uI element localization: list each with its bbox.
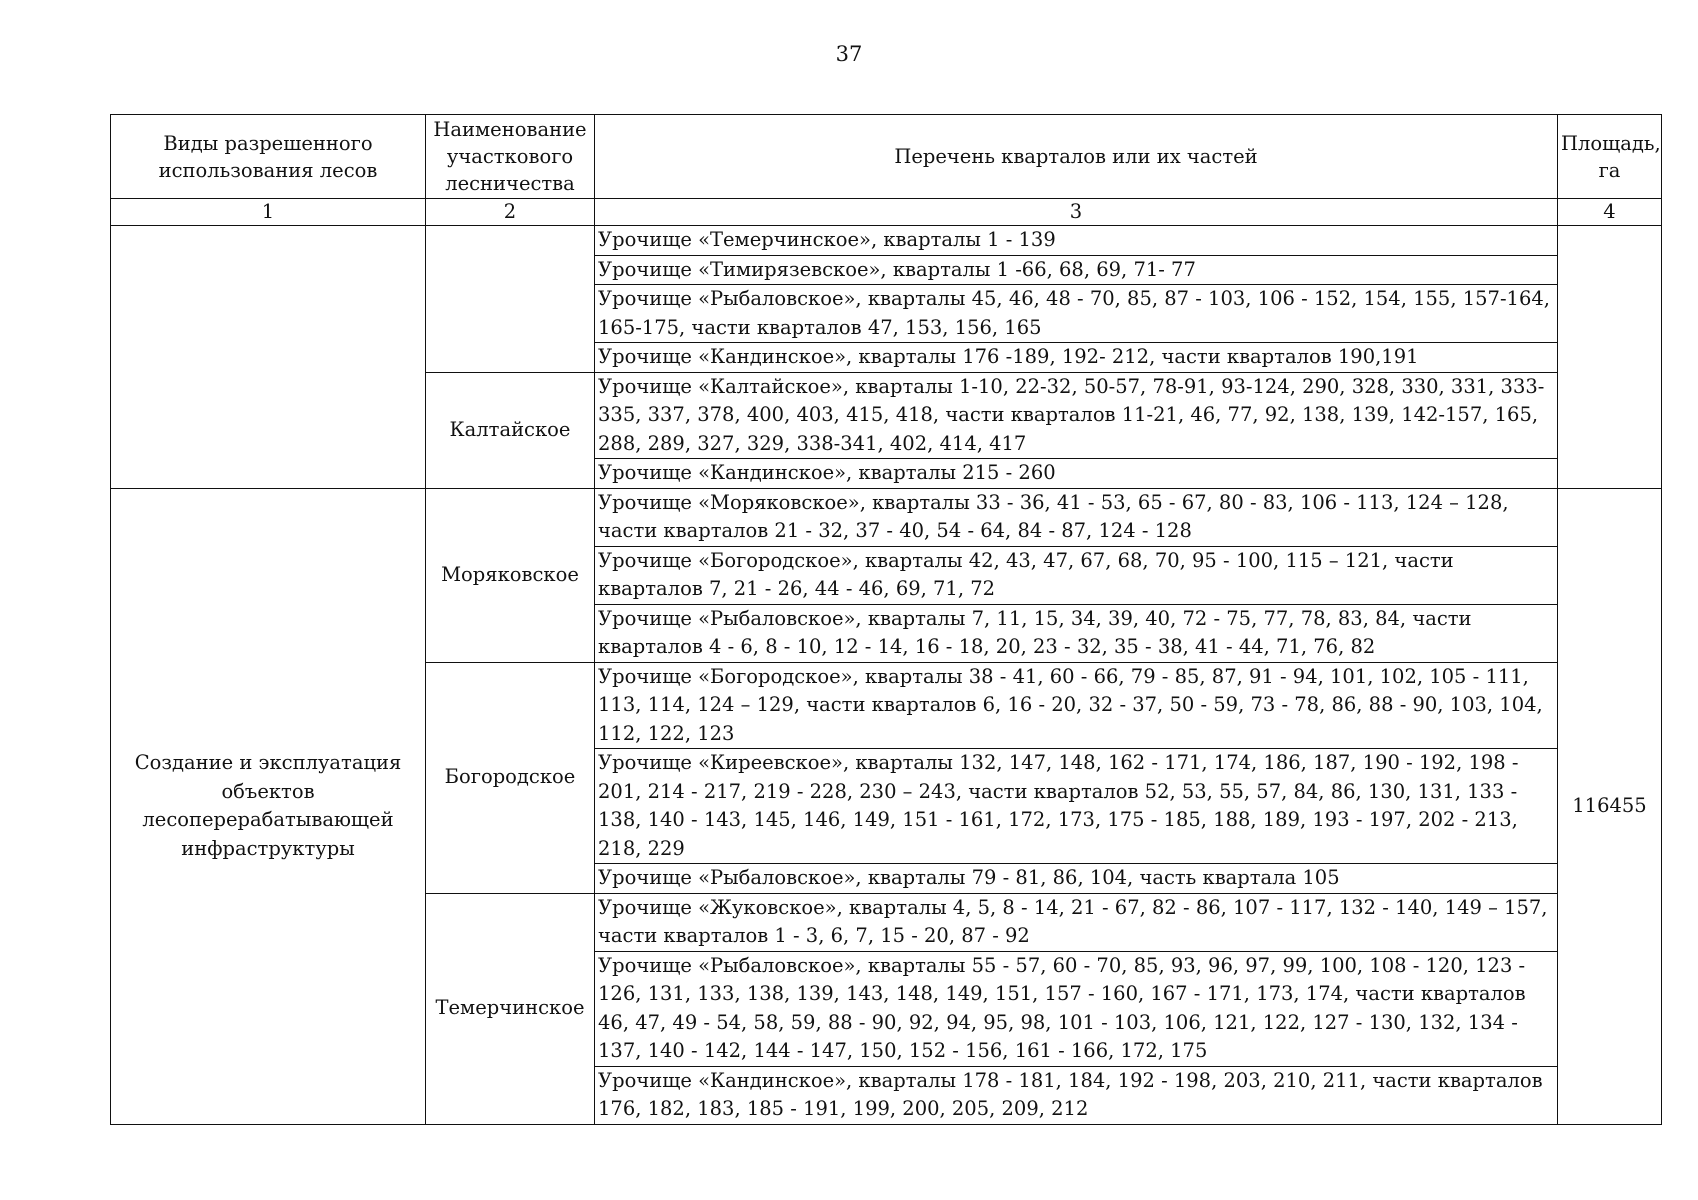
column-number: 1: [111, 199, 426, 226]
quarters-entry: Урочище «Калтайское», кварталы 1-10, 22-32, 50-57, 78-91, 93-124, 290, 328, 330, 331, 333-335, 337, 378, 400, 403, 415, 418, части кварталов 11-21, 46, 77, 92, 138, 139, 142-157, 165, 288, 289, 327, 329, 338-341, 402, 414, 417: [595, 372, 1558, 459]
quarters-entry: Урочище «Рыбаловское», кварталы 55 - 57, 60 - 70, 85, 93, 96, 97, 99, 100, 108 - 120, 123 - 126, 131, 133, 138, 139, 143, 148, 149, 151, 157 - 160, 167 - 171, 173, 174, части кварталов 46, 47, 49 - 54, 58, 59, 88 - 90, 92, 94, 95, 98, 101 - 103, 106, 121, 122, 127 - 130, 132, 134 - 137, 140 - 142, 144 - 147, 150, 152 - 156, 161 - 166, 172, 175: [595, 951, 1558, 1066]
forestry-name-cell: Темерчинское: [426, 893, 595, 1124]
area-cell: [1558, 226, 1662, 489]
quarters-entry: Урочище «Рыбаловское», кварталы 45, 46, 48 - 70, 85, 87 - 103, 106 - 152, 154, 155, 157-164, 165-175, части кварталов 47, 153, 156, 165: [595, 285, 1558, 343]
quarters-entry: Урочище «Рыбаловское», кварталы 7, 11, 15, 34, 39, 40, 72 - 75, 77, 78, 83, 84, части кварталов 4 - 6, 8 - 10, 12 - 14, 16 - 18, 20, 23 - 32, 35 - 38, 41 - 44, 71, 76, 82: [595, 604, 1558, 662]
header-quarters-list: Перечень кварталов или их частей: [595, 115, 1558, 199]
header-use-type: Виды разрешенного использования лесов: [111, 115, 426, 199]
quarters-entry: Урочище «Богородское», кварталы 42, 43, 47, 67, 68, 70, 95 - 100, 115 – 121, части кварталов 7, 21 - 26, 44 - 46, 69, 71, 72: [595, 546, 1558, 604]
forestry-name-cell: Калтайское: [426, 372, 595, 488]
table-row: [111, 488, 1662, 546]
use-type-cell: [111, 226, 426, 489]
quarters-entry: Урочище «Богородское», кварталы 38 - 41, 60 - 66, 79 - 85, 87, 91 - 94, 101, 102, 105 - 111, 113, 114, 124 – 129, части кварталов 6, 16 - 20, 32 - 37, 50 - 59, 73 - 78, 86, 88 - 90, 103, 104, 112, 122, 123: [595, 662, 1558, 749]
forest-use-table: [110, 114, 1662, 1125]
quarters-entry: Урочище «Кандинское», кварталы 176 -189, 192- 212, части кварталов 190,191: [595, 343, 1558, 373]
column-number: 3: [595, 199, 1558, 226]
area-cell: 116455: [1558, 488, 1662, 1124]
forestry-name-cell: Моряковское: [426, 488, 595, 662]
quarters-entry: Урочище «Темерчинское», кварталы 1 - 139: [595, 226, 1558, 256]
header-forestry-name: Наименование участкового лесничества: [426, 115, 595, 199]
quarters-entry: Урочище «Моряковское», кварталы 33 - 36, 41 - 53, 65 - 67, 80 - 83, 106 - 113, 124 – 128, части кварталов 21 - 32, 37 - 40, 54 - 64, 84 - 87, 124 - 128: [595, 488, 1558, 546]
quarters-entry: Урочище «Киреевское», кварталы 132, 147, 148, 162 - 171, 174, 186, 187, 190 - 192, 198 - 201, 214 - 217, 219 - 228, 230 – 243, части кварталов 52, 53, 55, 57, 84, 86, 130, 131, 133 - 138, 140 - 143, 145, 146, 149, 151 - 161, 172, 173, 175 - 185, 188, 189, 193 - 197, 202 - 213, 218, 229: [595, 749, 1558, 864]
column-number-row: [111, 199, 1662, 226]
quarters-entry: Урочище «Тимирязевское», кварталы 1 -66, 68, 69, 71- 77: [595, 255, 1558, 285]
header-row: [111, 115, 1662, 199]
table-row: [111, 226, 1662, 256]
column-number: 2: [426, 199, 595, 226]
quarters-entry: Урочище «Жуковское», кварталы 4, 5, 8 - 14, 21 - 67, 82 - 86, 107 - 117, 132 - 140, 149 – 157, части кварталов 1 - 3, 6, 7, 15 - 20, 87 - 92: [595, 893, 1558, 951]
forestry-name-cell: [426, 226, 595, 373]
use-type-cell: Создание и эксплуатация объектов лесоперерабатывающей инфраструктуры: [111, 488, 426, 1124]
header-area: Площадь, га: [1558, 115, 1662, 199]
quarters-entry: Урочище «Кандинское», кварталы 215 - 260: [595, 459, 1558, 489]
quarters-entry: Урочище «Кандинское», кварталы 178 - 181, 184, 192 - 198, 203, 210, 211, части кварталов 176, 182, 183, 185 - 191, 199, 200, 205, 209, 212: [595, 1066, 1558, 1124]
quarters-entry: Урочище «Рыбаловское», кварталы 79 - 81, 86, 104, часть квартала 105: [595, 864, 1558, 894]
forestry-name-cell: Богородское: [426, 662, 595, 893]
page-number: 37: [835, 42, 863, 66]
column-number: 4: [1558, 199, 1662, 226]
